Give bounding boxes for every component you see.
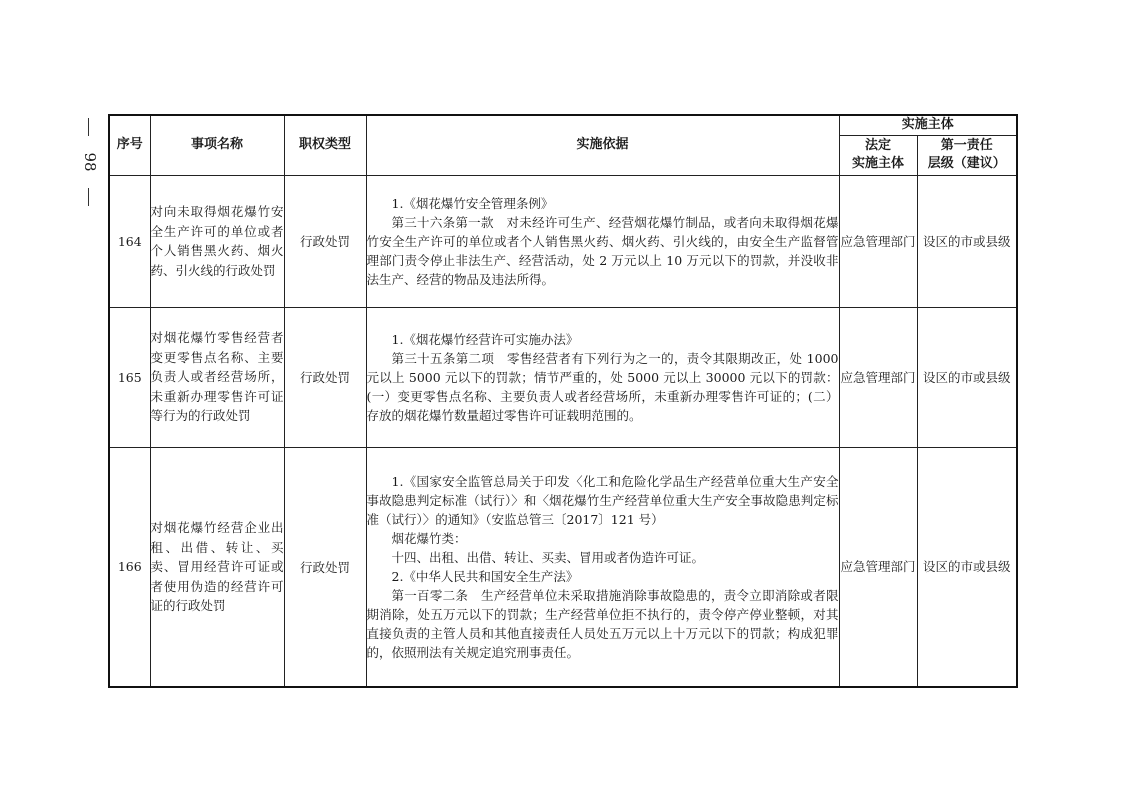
table-row [109, 175, 1017, 307]
row-first-level: 设区的市或县级 [917, 447, 1017, 687]
row-legal-subject: 应急管理部门 [839, 175, 917, 307]
row-power-type: 行政处罚 [284, 175, 366, 307]
row-item-name: 对烟花爆竹经营企业出租、出借、转让、买卖、冒用经营许可证或者使用伪造的经营许可证的行政处罚 [150, 447, 284, 687]
row-first-level: 设区的市或县级 [917, 175, 1017, 307]
row-seq: 165 [109, 307, 150, 447]
basis-paragraph: 第三十六条第一款 对未经许可生产、经营烟花爆竹制品，或者向未取得烟花爆竹安全生产许可的单位或者个人销售黑火药、烟火药、引火线的，由安全生产监督管理部门责令停止非法生产、经营活动，处 2 万元以上 10 万元以下的罚款，并没收非法生产、经营的物品及违法所得。 [366, 214, 839, 287]
row-legal-subject: 应急管理部门 [839, 447, 917, 687]
header-legal-subject-line2: 实施主体 [851, 156, 904, 171]
page-number-dash-bottom [88, 188, 89, 206]
row-power-type: 行政处罚 [284, 307, 366, 447]
header-first-resp-line1: 第一责任 [940, 138, 993, 153]
header-first-resp-line2: 层级（建议） [927, 156, 1006, 171]
row-seq: 166 [109, 447, 150, 687]
header-subject-group: 实施主体 [839, 115, 1017, 135]
row-legal-subject: 应急管理部门 [839, 307, 917, 447]
header-type: 职权类型 [284, 115, 366, 175]
header-basis: 实施依据 [366, 115, 839, 175]
header-legal-subject [839, 135, 917, 175]
basis-paragraph: 1.《烟花爆竹安全管理条例》 [391, 195, 554, 211]
header-seq: 序号 [109, 115, 150, 175]
header-legal-subject-line1: 法定 [864, 138, 891, 153]
page-number [78, 118, 100, 208]
page-number-dash-top [88, 118, 89, 136]
page-number-text: 98 [81, 152, 99, 172]
row-first-level: 设区的市或县级 [917, 307, 1017, 447]
basis-paragraph: 1.《国家安全监管总局关于印发〈化工和危险化学品生产经营单位重大生产安全事故隐患判定标准（试行）〉和〈烟花爆竹生产经营单位重大生产安全事故隐患判定标准（试行）〉的通知》（安监总管三〔2017〕121 号） [366, 473, 839, 527]
header-first-responsibility [917, 135, 1017, 175]
basis-paragraph: 1.《烟花爆竹经营许可实施办法》 [391, 331, 579, 347]
row-item-name: 对烟花爆竹零售经营者变更零售点名称、主要负责人或者经营场所，未重新办理零售许可证等行为的行政处罚 [150, 307, 284, 447]
table-row [109, 307, 1017, 447]
basis-paragraph: 2.《中华人民共和国安全生产法》 [391, 568, 579, 584]
basis-paragraph: 第三十五条第二项 零售经营者有下列行为之一的，责令其限期改正，处 1000 元以上 5000 元以下的罚款；情节严重的，处 5000 元以上 30000 元以下的罚款：(一）变更零售点名称、主要负责人或者经营场所，未重新办理零售许可证的；(二）存放的烟花爆竹数量超过零售许可证载明范围的。 [366, 350, 839, 423]
row-legal-basis [366, 175, 839, 307]
header-name: 事项名称 [150, 115, 284, 175]
basis-paragraph: 第一百零二条 生产经营单位未采取措施消除事故隐患的，责令立即消除或者限期消除，处五万元以下的罚款；生产经营单位拒不执行的，责令停产停业整顿，对其直接负责的主管人员和其他直接责任人员处五万元以上十万元以下的罚款；构成犯罪的，依照刑法有关规定追究刑事责任。 [366, 587, 839, 660]
row-legal-basis [366, 307, 839, 447]
row-legal-basis [366, 447, 839, 687]
table-row [109, 447, 1017, 687]
basis-paragraph: 十四、出租、出借、转让、买卖、冒用或者伪造许可证。 [391, 549, 705, 565]
enforcement-table [108, 114, 1018, 688]
row-item-name: 对向未取得烟花爆竹安全生产许可的单位或者个人销售黑火药、烟火药、引火线的行政处罚 [150, 175, 284, 307]
row-seq: 164 [109, 175, 150, 307]
row-power-type: 行政处罚 [284, 447, 366, 687]
basis-paragraph: 烟花爆竹类： [391, 530, 467, 546]
